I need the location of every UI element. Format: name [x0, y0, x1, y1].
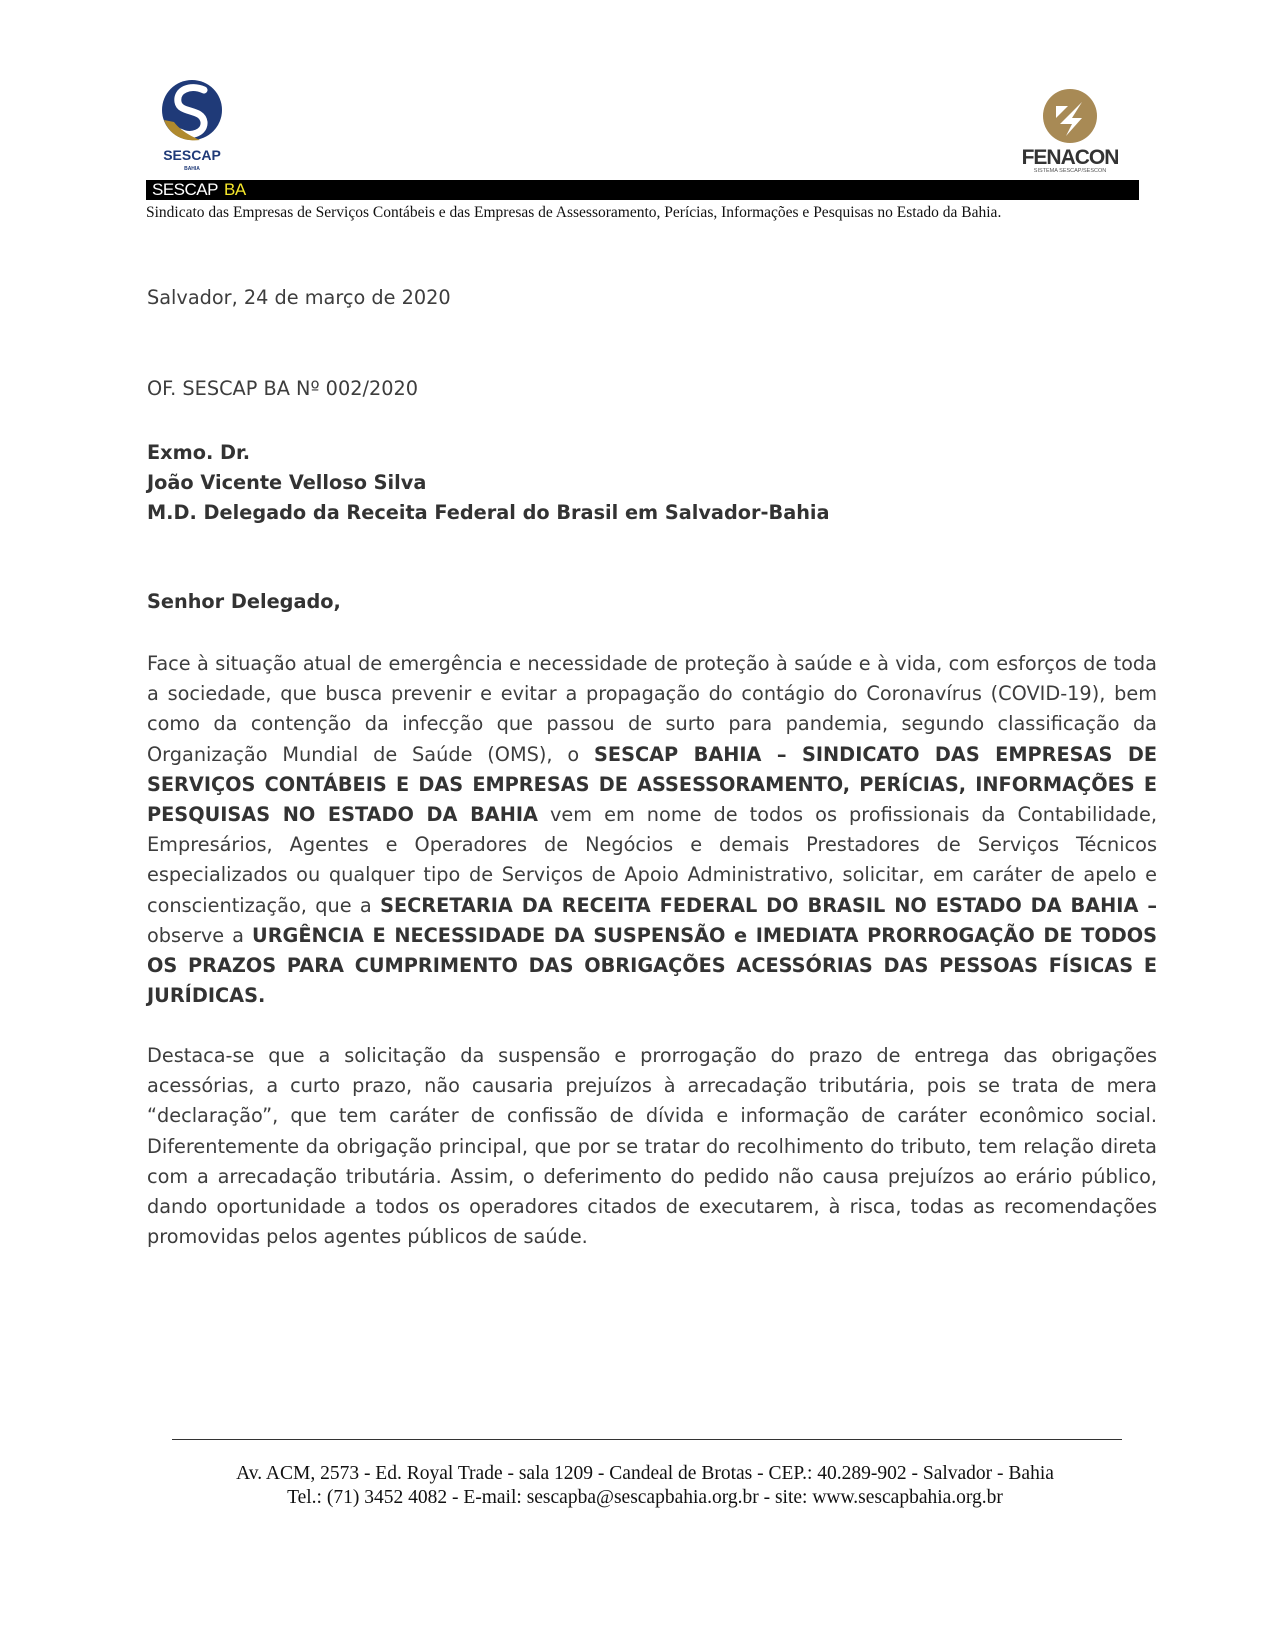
para1-text-c: vem em nome de todos os profissionais da Contabilidade, Empresários, Agentes e Operadores de Negócios e demais Prestadores de Serviços Técnicos especializados ou qualquer tipo de Serviços de Apoio Administrativo, solicitar, em caráter de apelo e conscientização, que a	[147, 803, 1157, 917]
footer-divider	[172, 1439, 1122, 1440]
header-bar	[146, 180, 1139, 200]
sescap-logo-sub: BAHIA	[184, 166, 200, 172]
body-paragraph-2: Destaca-se que a solicitação da suspensão e prorrogação do prazo de entrega das obrigações acessórias, a curto prazo, não causaria prejuízos à arrecadação tributária, pois se trata de mera “declaração”, que tem caráter de confissão de dívida e informação de caráter econômico social. Diferentemente da obrigação principal, que por se tratar do recolhimento do tributo, tem relação direta com a arrecadação tributária. Assim, o deferimento do pedido não causa prejuízos ao erário público, dando oportunidade a todos os operadores citados de executarem, à risca, todas as recomendações promovidas pelos agentes públicos de saúde.	[147, 1044, 1157, 1249]
para1-recipient-org: SECRETARIA DA RECEITA FEDERAL DO BRASIL NO ESTADO DA BAHIA –	[380, 893, 1157, 917]
org-fullname: Sindicato das Empresas de Serviços Contábeis e das Empresas de Assessoramento, Perícias, Informações e Pesquisas no Estado da Bahia.	[146, 204, 1002, 221]
header-bar-sescap: SESCAP	[152, 180, 218, 199]
body-paragraph-1	[147, 649, 1157, 1011]
letter-date: Salvador, 24 de março de 2020	[147, 286, 451, 309]
sescap-logo	[160, 78, 224, 172]
para1-request: URGÊNCIA E NECESSIDADE DA SUSPENSÃO e IMEDIATA PRORROGAÇÃO DE TODOS OS PRAZOS PARA CUMPRIMENTO DAS OBRIGAÇÕES ACESSÓRIAS DAS PESSOAS FÍSICAS E JURÍDICAS.	[147, 923, 1157, 1008]
para1-text-a: Face à situação atual de emergência e necessidade de proteção à saúde e à vida, com esforços de toda a sociedade, que busca prevenir e evitar a propagação do contágio do Coronavírus (COVID-19), bem como da contenção da infecção que passou de surto para pandemia, segundo classificação da Organização Mundial de Saúde (OMS), o	[147, 652, 1157, 766]
footer-contact: Tel.: (71) 3452 4082 - E-mail: sescapba@sescapbahia.org.br - site: www.sescapbahia.org.br	[287, 1487, 1003, 1508]
fenacon-logo-icon	[1010, 88, 1130, 174]
recipient-title: Exmo. Dr.	[147, 441, 251, 464]
fenacon-logo-tagline: SISTEMA SESCAP/SESCON	[1033, 168, 1107, 174]
footer-address: Av. ACM, 2573 - Ed. Royal Trade - sala 1209 - Candeal de Brotas - CEP.: 40.289-902 - Salvador - Bahia	[236, 1463, 1054, 1484]
para1-org-name: SESCAP BAHIA – SINDICATO DAS EMPRESAS DE SERVIÇOS CONTÁBEIS E DAS EMPRESAS DE ASSESSORAMENTO, PERÍCIAS, INFORMAÇÕES E PESQUISAS NO ESTADO DA BAHIA	[147, 742, 1157, 827]
letter-reference: OF. SESCAP BA Nº 002/2020	[147, 377, 419, 400]
footer	[150, 1462, 1140, 1510]
recipient-block	[147, 438, 1157, 528]
sescap-s-logo-icon	[160, 78, 224, 172]
sescap-logo-name: SESCAP	[163, 147, 221, 163]
recipient-position: M.D. Delegado da Receita Federal do Brasil em Salvador-Bahia	[147, 501, 830, 524]
fenacon-logo-name: FENACON	[1021, 146, 1119, 169]
salutation: Senhor Delegado,	[147, 590, 341, 613]
header-bar-ba: BA	[223, 180, 246, 199]
para1-text-e: observe a	[147, 923, 253, 947]
fenacon-logo	[1010, 88, 1130, 174]
recipient-name: João Vicente Velloso Silva	[147, 471, 427, 494]
